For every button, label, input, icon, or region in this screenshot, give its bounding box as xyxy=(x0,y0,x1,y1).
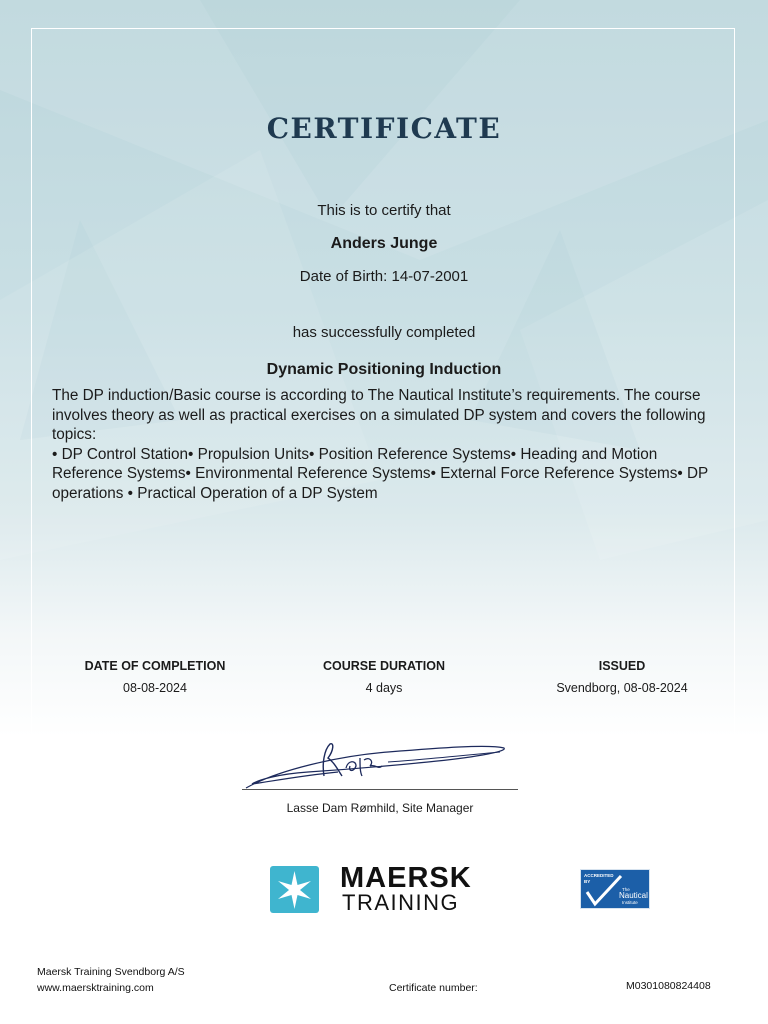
accredited-text: ACCREDITED xyxy=(584,873,614,878)
course-description-intro: The DP induction/Basic course is according to The Nautical Institute’s requirements. The course involves theory as well as practical exercises on a simulated DP system and covers the following topics: xyxy=(52,387,706,443)
nautical-the-text: The xyxy=(622,887,630,892)
issued-label: ISSUED xyxy=(598,659,646,673)
accredited-by-text: BY xyxy=(584,879,591,884)
completion-value: 08-08-2024 xyxy=(123,681,187,695)
footer-company: Maersk Training Svendborg A/S xyxy=(37,966,185,978)
date-of-birth: Date of Birth: 14-07-2001 xyxy=(299,268,469,285)
recipient-name: Anders Junge xyxy=(330,235,438,252)
completed-text: has successfully completed xyxy=(292,324,476,341)
certificate-number-label: Certificate number: xyxy=(389,982,478,994)
certificate-title: CERTIFICATE xyxy=(266,112,502,145)
duration-block xyxy=(274,659,494,695)
footer-website: www.maersktraining.com xyxy=(37,982,154,994)
maersk-logo xyxy=(270,866,319,913)
signatory-name: Lasse Dam Rømhild, Site Manager xyxy=(286,801,474,815)
duration-label: COURSE DURATION xyxy=(323,659,445,673)
signature xyxy=(238,736,518,796)
issued-block xyxy=(512,659,732,695)
certificate-number: M0301080824408 xyxy=(626,980,711,992)
completion-label: DATE OF COMPLETION xyxy=(84,659,226,673)
course-title: Dynamic Positioning Induction xyxy=(266,361,502,378)
completion-block xyxy=(45,659,265,695)
training-wordmark: TRAINING xyxy=(342,890,460,915)
course-description xyxy=(52,386,732,503)
star-icon xyxy=(270,866,319,913)
certificate-border xyxy=(31,28,735,998)
institute-text: Institute xyxy=(622,900,638,905)
issued-value: Svendborg, 08-08-2024 xyxy=(556,681,688,695)
maersk-wordmark: MAERSK xyxy=(340,862,472,894)
signature-line xyxy=(242,789,518,790)
duration-value: 4 days xyxy=(365,681,403,695)
course-topics: • DP Control Station• Propulsion Units• Position Reference Systems• Heading and Motion Reference Systems• Environmental Reference Systems• External Force Reference Systems• DP operations • Practical Operation of a DP System xyxy=(52,445,708,502)
certify-text: This is to certify that xyxy=(317,202,451,219)
nautical-text: Nautical xyxy=(619,891,648,900)
